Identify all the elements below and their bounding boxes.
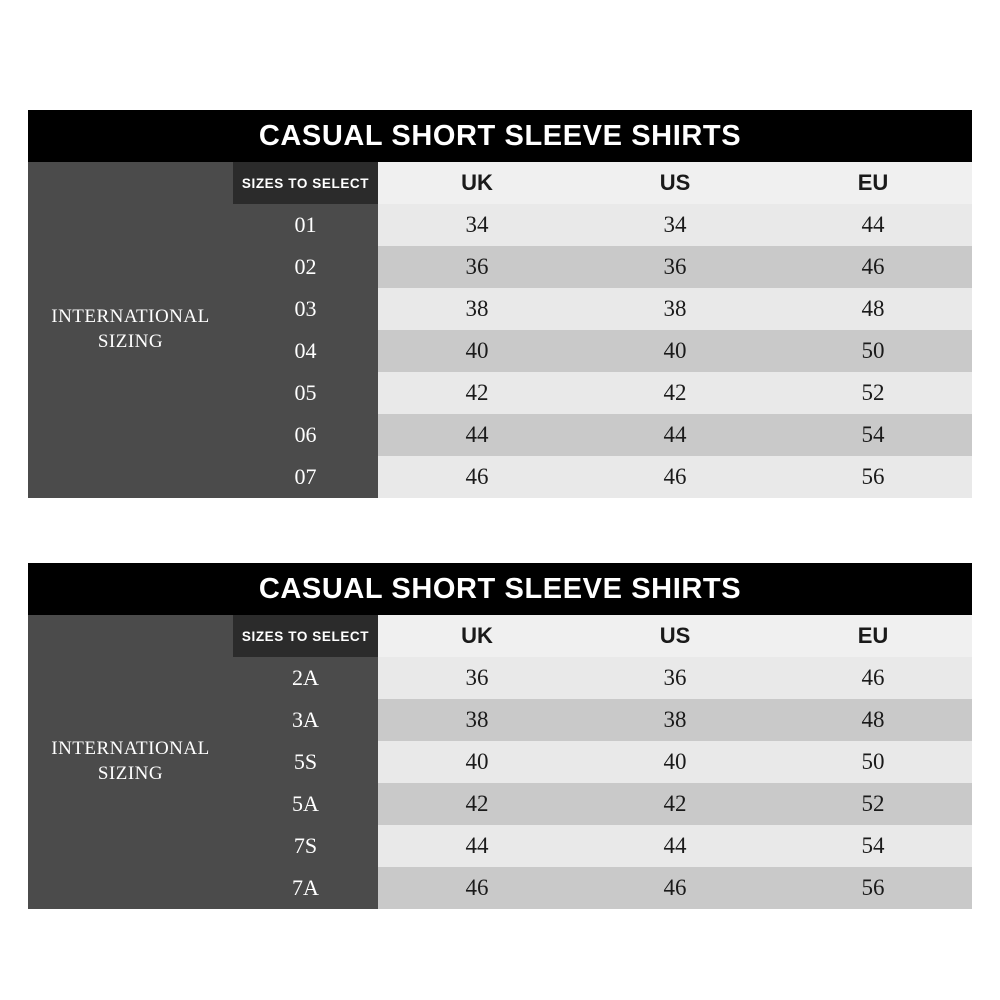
cell-uk: 46 (378, 867, 576, 909)
cell-us: 40 (576, 330, 774, 372)
cell-eu: 50 (774, 741, 972, 783)
cell-eu: 48 (774, 699, 972, 741)
side-label: INTERNATIONAL SIZING (28, 162, 233, 498)
table-row[interactable]: 03 (233, 288, 378, 330)
cell-us: 36 (576, 657, 774, 699)
cell-uk: 40 (378, 741, 576, 783)
cell-us: 38 (576, 699, 774, 741)
column-header-uk: UK (378, 162, 576, 204)
table-row[interactable]: 2A (233, 657, 378, 699)
table-row[interactable]: 7A (233, 867, 378, 909)
table-row[interactable]: 5A (233, 783, 378, 825)
cell-eu: 44 (774, 204, 972, 246)
cell-eu: 48 (774, 288, 972, 330)
cell-us: 42 (576, 372, 774, 414)
column-header-us: US (576, 615, 774, 657)
cell-uk: 46 (378, 456, 576, 498)
table-row[interactable]: 02 (233, 246, 378, 288)
table-row[interactable]: 04 (233, 330, 378, 372)
column-header-eu: EU (774, 615, 972, 657)
cell-uk: 42 (378, 783, 576, 825)
cell-us: 40 (576, 741, 774, 783)
cell-eu: 54 (774, 825, 972, 867)
cell-us: 34 (576, 204, 774, 246)
column-header-uk: UK (378, 615, 576, 657)
cell-us: 44 (576, 825, 774, 867)
cell-eu: 56 (774, 456, 972, 498)
cell-eu: 56 (774, 867, 972, 909)
table-row[interactable]: 07 (233, 456, 378, 498)
table-row[interactable]: 5S (233, 741, 378, 783)
cell-us: 46 (576, 867, 774, 909)
cell-uk: 44 (378, 825, 576, 867)
table-row[interactable]: 3A (233, 699, 378, 741)
cell-eu: 52 (774, 783, 972, 825)
cell-us: 46 (576, 456, 774, 498)
cell-uk: 42 (378, 372, 576, 414)
cell-uk: 44 (378, 414, 576, 456)
cell-eu: 54 (774, 414, 972, 456)
size-grid (28, 615, 972, 909)
cell-uk: 38 (378, 699, 576, 741)
size-grid (28, 162, 972, 498)
table-row[interactable]: 06 (233, 414, 378, 456)
column-header-sizes-to-select: SIZES TO SELECT (233, 615, 378, 657)
cell-us: 38 (576, 288, 774, 330)
cell-eu: 46 (774, 246, 972, 288)
size-chart-table-1 (28, 110, 972, 498)
cell-uk: 36 (378, 657, 576, 699)
cell-eu: 52 (774, 372, 972, 414)
column-header-us: US (576, 162, 774, 204)
cell-uk: 34 (378, 204, 576, 246)
cell-uk: 40 (378, 330, 576, 372)
cell-us: 42 (576, 783, 774, 825)
chart-title: CASUAL SHORT SLEEVE SHIRTS (28, 563, 972, 615)
size-chart-table-2 (28, 563, 972, 909)
cell-eu: 46 (774, 657, 972, 699)
cell-us: 44 (576, 414, 774, 456)
cell-eu: 50 (774, 330, 972, 372)
side-label: INTERNATIONAL SIZING (28, 615, 233, 909)
column-header-sizes-to-select: SIZES TO SELECT (233, 162, 378, 204)
table-row[interactable]: 05 (233, 372, 378, 414)
cell-us: 36 (576, 246, 774, 288)
cell-uk: 36 (378, 246, 576, 288)
cell-uk: 38 (378, 288, 576, 330)
column-header-eu: EU (774, 162, 972, 204)
chart-title: CASUAL SHORT SLEEVE SHIRTS (28, 110, 972, 162)
table-row[interactable]: 01 (233, 204, 378, 246)
table-row[interactable]: 7S (233, 825, 378, 867)
